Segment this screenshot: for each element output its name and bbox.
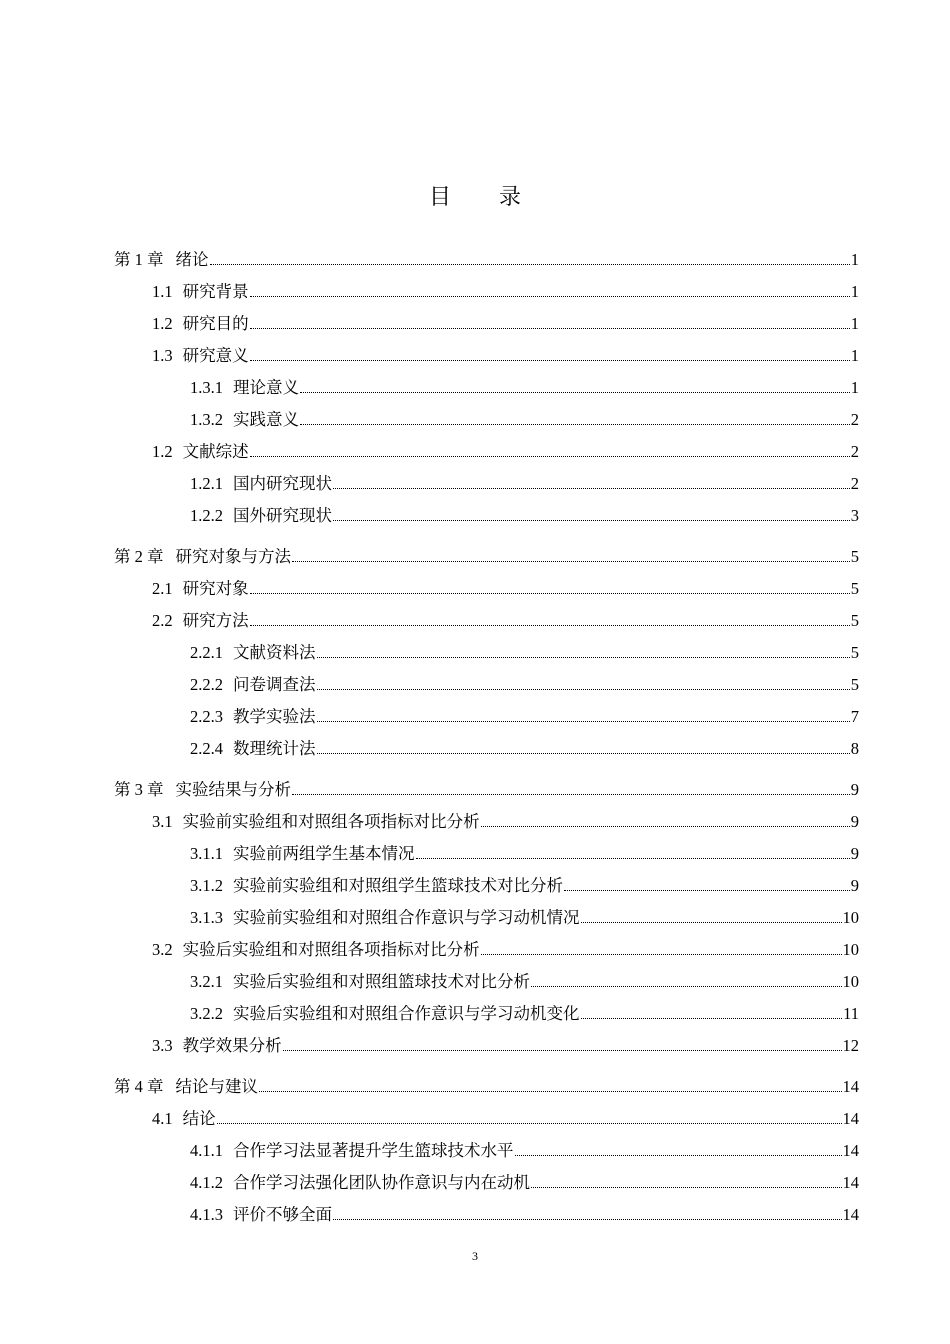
toc-subsection[interactable] xyxy=(190,472,859,496)
toc-dot-leader xyxy=(210,248,850,265)
toc-dot-leader xyxy=(564,874,850,891)
toc-subsection[interactable] xyxy=(190,842,859,866)
toc-number: 3.1.3 xyxy=(190,908,223,927)
toc-title: 实验后实验组和对照组篮球技术对比分析 xyxy=(233,972,530,991)
toc-section[interactable] xyxy=(152,312,859,336)
toc-number: 3.1.2 xyxy=(190,876,223,895)
toc-title: 文献资料法 xyxy=(233,643,316,662)
toc-title: 研究目的 xyxy=(182,314,249,333)
toc-page-number: 9 xyxy=(850,844,859,863)
toc-title: 国外研究现状 xyxy=(233,506,332,525)
toc-subsection[interactable] xyxy=(190,1139,859,1163)
toc-number: 4.1.3 xyxy=(190,1205,223,1224)
toc-dot-leader xyxy=(250,440,850,457)
toc-number: 1.2 xyxy=(152,314,173,333)
toc-dot-leader xyxy=(333,1203,842,1220)
toc-page-number: 5 xyxy=(850,675,859,694)
toc-subsection[interactable] xyxy=(190,874,859,898)
toc-section[interactable] xyxy=(152,609,859,633)
toc-dot-leader xyxy=(259,1075,842,1092)
toc-title: 研究对象与方法 xyxy=(175,547,291,566)
toc-page-number: 9 xyxy=(850,812,859,831)
toc-section[interactable] xyxy=(152,577,859,601)
toc-page-number: 5 xyxy=(850,579,859,598)
toc-section[interactable] xyxy=(152,1034,859,1058)
toc-number: 3.2.2 xyxy=(190,1004,223,1023)
toc-page-number: 10 xyxy=(842,908,859,927)
toc-title: 实验前实验组和对照组合作意识与学习动机情况 xyxy=(233,908,580,927)
toc-number: 3.1 xyxy=(152,812,173,831)
toc-page-number: 14 xyxy=(842,1109,859,1128)
toc-dot-leader xyxy=(481,938,842,955)
toc-number: 3.3 xyxy=(152,1036,173,1055)
toc-section[interactable] xyxy=(152,344,859,368)
toc-page-number: 14 xyxy=(842,1141,859,1160)
toc-dot-leader xyxy=(250,577,850,594)
toc-section[interactable] xyxy=(152,810,859,834)
toc-number: 2.2.4 xyxy=(190,739,223,758)
toc-title: 研究背景 xyxy=(182,282,249,301)
toc-subsection[interactable] xyxy=(190,376,859,400)
toc-subsection[interactable] xyxy=(190,906,859,930)
toc-chapter[interactable] xyxy=(114,545,859,569)
toc-section[interactable] xyxy=(152,280,859,304)
toc-title: 结论 xyxy=(182,1109,216,1128)
toc-title: 结论与建议 xyxy=(175,1077,258,1096)
toc-number: 1.1 xyxy=(152,282,173,301)
toc-page-number: 1 xyxy=(850,346,859,365)
page-number: 3 xyxy=(472,1249,478,1263)
toc-section[interactable] xyxy=(152,440,859,464)
toc-subsection[interactable] xyxy=(190,641,859,665)
toc-dot-leader xyxy=(300,408,850,425)
toc-subsection[interactable] xyxy=(190,737,859,761)
toc-title: 实验后实验组和对照组各项指标对比分析 xyxy=(182,940,480,959)
toc-number: 1.2.1 xyxy=(190,474,223,493)
toc-dot-leader xyxy=(581,906,842,923)
toc-number: 1.3.1 xyxy=(190,378,223,397)
toc-title: 合作学习法强化团队协作意识与内在动机 xyxy=(233,1173,530,1192)
toc-subsection[interactable] xyxy=(190,1002,859,1026)
toc-dot-leader xyxy=(317,641,850,658)
toc-subsection[interactable] xyxy=(190,673,859,697)
toc-subsection[interactable] xyxy=(190,1171,859,1195)
toc-page-number: 14 xyxy=(842,1173,859,1192)
toc-dot-leader xyxy=(581,1002,843,1019)
toc-title: 实验前实验组和对照组各项指标对比分析 xyxy=(182,812,480,831)
toc-dot-leader xyxy=(317,737,850,754)
toc-page-number: 14 xyxy=(842,1205,859,1224)
toc-page-number: 1 xyxy=(850,378,859,397)
toc-number: 2.1 xyxy=(152,579,173,598)
toc-dot-leader xyxy=(292,545,850,562)
toc-title: 国内研究现状 xyxy=(233,474,332,493)
toc-number: 1.3 xyxy=(152,346,173,365)
toc-title: 研究意义 xyxy=(182,346,249,365)
toc-number: 1.2.2 xyxy=(190,506,223,525)
toc-page-number: 11 xyxy=(843,1004,859,1023)
toc-page-number: 1 xyxy=(850,250,859,269)
toc-title: 实验前两组学生基本情况 xyxy=(233,844,415,863)
toc-dot-leader xyxy=(250,312,850,329)
toc-title: 研究对象 xyxy=(182,579,249,598)
toc-page-number: 1 xyxy=(850,282,859,301)
toc-number: 4.1.2 xyxy=(190,1173,223,1192)
toc-number: 4.1.1 xyxy=(190,1141,223,1160)
toc-page-number: 5 xyxy=(850,611,859,630)
toc-title: 教学效果分析 xyxy=(182,1036,282,1055)
toc-page-number: 1 xyxy=(850,314,859,333)
toc-title: 评价不够全面 xyxy=(233,1205,332,1224)
toc-page-number: 12 xyxy=(842,1036,859,1055)
toc-dot-leader xyxy=(531,1171,842,1188)
toc-dot-leader xyxy=(317,673,850,690)
toc-number: 1.3.2 xyxy=(190,410,223,429)
toc-subsection[interactable] xyxy=(190,970,859,994)
toc-page-number: 5 xyxy=(850,547,859,566)
toc-title: 数理统计法 xyxy=(233,739,316,758)
toc-number: 2.2.3 xyxy=(190,707,223,726)
toc-page-number: 2 xyxy=(850,410,859,429)
toc-number: 4.1 xyxy=(152,1109,173,1128)
toc-number: 第 1 章 xyxy=(114,250,164,269)
toc-dot-leader xyxy=(317,705,850,722)
toc-subsection[interactable] xyxy=(190,705,859,729)
toc-chapter[interactable] xyxy=(114,778,859,802)
toc-subsection[interactable] xyxy=(190,1203,859,1227)
toc-dot-leader xyxy=(515,1139,842,1156)
toc-number: 3.2 xyxy=(152,940,173,959)
toc-number: 3.1.1 xyxy=(190,844,223,863)
toc-title: 实验结果与分析 xyxy=(175,780,291,799)
toc-title: 实验后实验组和对照组合作意识与学习动机变化 xyxy=(233,1004,580,1023)
toc-dot-leader xyxy=(283,1034,842,1051)
toc-subsection[interactable] xyxy=(190,408,859,432)
toc-dot-leader xyxy=(250,280,850,297)
toc-title: 绪论 xyxy=(175,250,209,269)
toc-page-number: 8 xyxy=(850,739,859,758)
toc-dot-leader xyxy=(250,344,850,361)
toc-subsection[interactable] xyxy=(190,504,859,528)
toc-page-number: 5 xyxy=(850,643,859,662)
title-char-2: 录 xyxy=(499,184,522,209)
toc-dot-leader xyxy=(250,609,850,626)
toc-title: 实验前实验组和对照组学生篮球技术对比分析 xyxy=(233,876,563,895)
toc-number: 2.2.2 xyxy=(190,675,223,694)
toc-number: 2.2.1 xyxy=(190,643,223,662)
toc-dot-leader xyxy=(333,504,850,521)
toc-chapter[interactable] xyxy=(114,248,859,272)
toc-page-number: 10 xyxy=(842,972,859,991)
toc-page-number: 14 xyxy=(842,1077,859,1096)
toc-title: 理论意义 xyxy=(233,378,299,397)
toc-number: 第 3 章 xyxy=(114,780,164,799)
toc-dot-leader xyxy=(333,472,850,489)
toc-dot-leader xyxy=(531,970,842,987)
toc-dot-leader xyxy=(300,376,850,393)
toc-title: 合作学习法显著提升学生篮球技术水平 xyxy=(233,1141,514,1160)
toc-title: 实践意义 xyxy=(233,410,299,429)
toc-number: 第 4 章 xyxy=(114,1077,164,1096)
title-char-1: 目 xyxy=(428,184,451,209)
toc-dot-leader xyxy=(292,778,850,795)
toc-title: 教学实验法 xyxy=(233,707,316,726)
toc-dot-leader xyxy=(416,842,850,859)
toc-page-number: 9 xyxy=(850,876,859,895)
toc-page-number: 7 xyxy=(850,707,859,726)
toc-page-number: 10 xyxy=(842,940,859,959)
toc-dot-leader xyxy=(217,1107,842,1124)
toc-title: 研究方法 xyxy=(182,611,249,630)
toc-section[interactable] xyxy=(152,1107,859,1131)
toc-section[interactable] xyxy=(152,938,859,962)
toc-page-number: 9 xyxy=(850,780,859,799)
toc-title: 文献综述 xyxy=(182,442,249,461)
toc-number: 1.2 xyxy=(152,442,173,461)
toc-page-number: 2 xyxy=(850,442,859,461)
toc-title: 问卷调查法 xyxy=(233,675,316,694)
toc-page-number: 3 xyxy=(850,506,859,525)
toc-number: 3.2.1 xyxy=(190,972,223,991)
toc-dot-leader xyxy=(481,810,850,827)
toc-page-number: 2 xyxy=(850,474,859,493)
toc-chapter[interactable] xyxy=(114,1075,859,1099)
toc-number: 2.2 xyxy=(152,611,173,630)
toc-number: 第 2 章 xyxy=(114,547,164,566)
